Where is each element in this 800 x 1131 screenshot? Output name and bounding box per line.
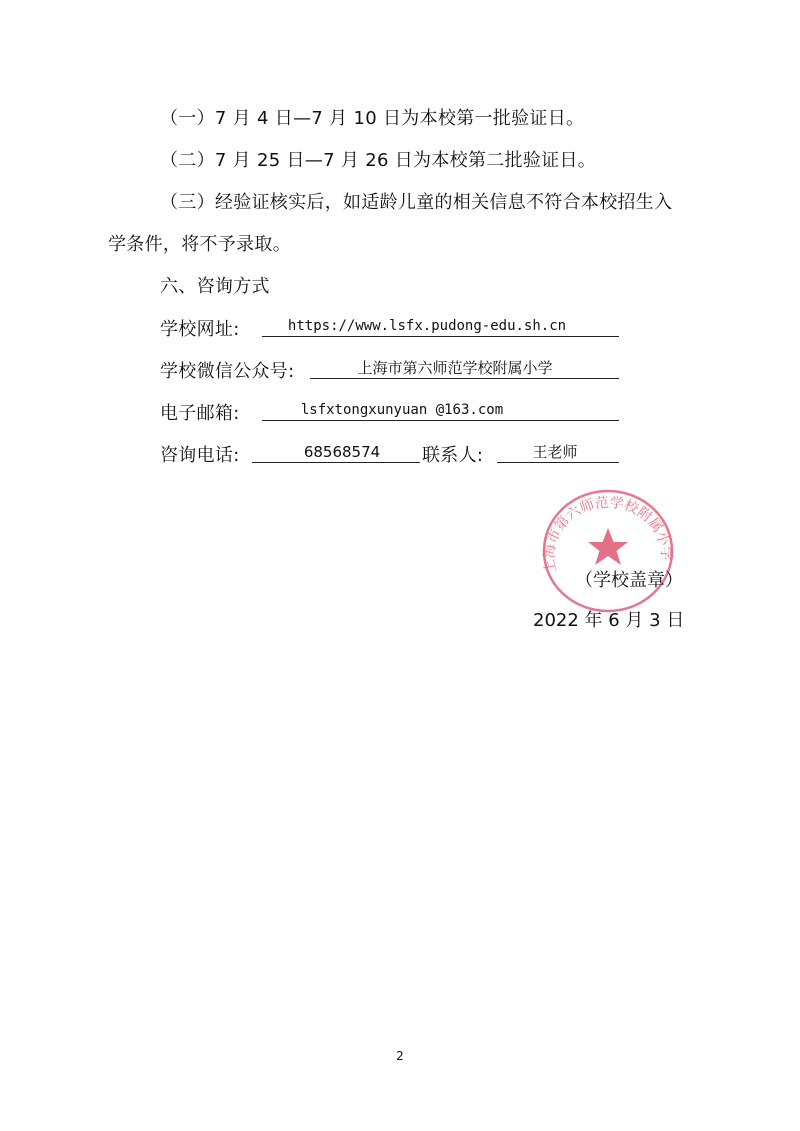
phone-value: 68568574 (303, 443, 381, 461)
email-value[interactable]: lsfxtongxunyuan @163.com (300, 402, 504, 418)
wechat-label: 学校微信公众号: (160, 361, 295, 382)
seal-ring-text: 上海市第六师范学校附属小学 (541, 494, 675, 575)
paragraph-verification-line-2: 学条件，将不予录取。 (108, 234, 291, 255)
website-label: 学校网址: (160, 319, 240, 340)
website-value[interactable]: https://www.lsfx.pudong-edu.sh.cn (287, 318, 567, 334)
section-title: 六、咨询方式 (160, 276, 270, 297)
school-seal (541, 488, 675, 614)
paragraph-verification-line-1: （三）经验证核实后，如适龄儿童的相关信息不符合本校招生入 (160, 192, 673, 213)
email-label: 电子邮箱: (160, 403, 240, 424)
seal-caption: （学校盖章） (575, 570, 683, 591)
paragraph-batch-1: （一）7 月 4 日—7 月 10 日为本校第一批验证日。 (160, 108, 585, 129)
contact-person-value: 王老师 (532, 443, 578, 461)
contact-person-label: 联系人: (422, 445, 484, 466)
seal-star-icon (588, 528, 628, 565)
wechat-value: 上海市第六师范学校附属小学 (357, 359, 553, 377)
document-date: 2022 年 6 月 3 日 (533, 610, 685, 631)
paragraph-batch-2: （二）7 月 25 日—7 月 26 日为本校第二批验证日。 (160, 150, 597, 171)
phone-label: 咨询电话: (160, 445, 240, 466)
page-number: 2 (396, 1049, 404, 1063)
